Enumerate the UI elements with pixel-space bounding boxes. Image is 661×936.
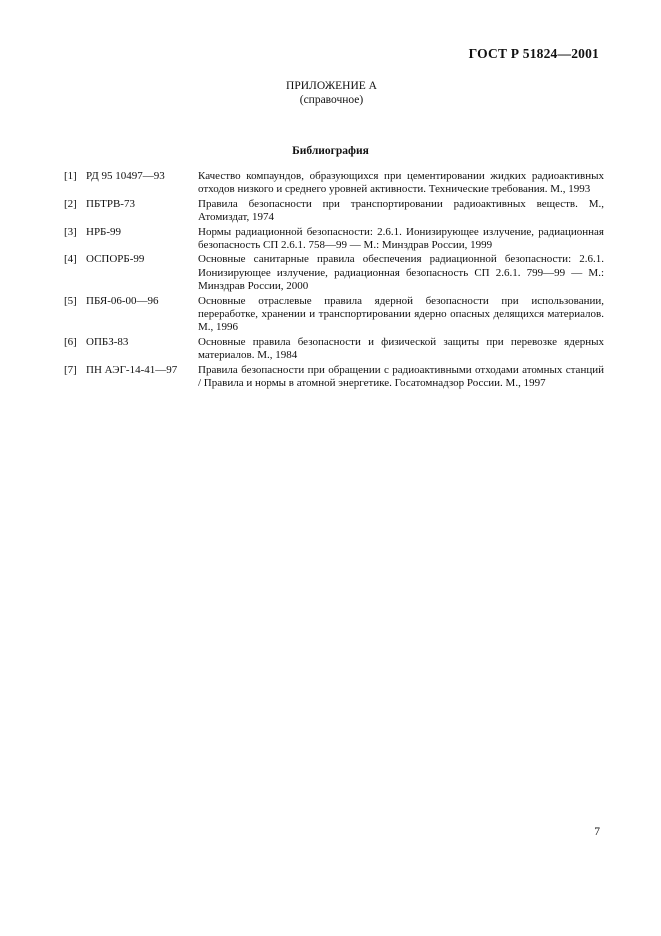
entry-code: ОСПОРБ-99 [86,253,145,266]
entry-number: [3] [64,225,77,238]
entry-number: [1] [64,170,77,182]
bibliography-entry [64,170,604,197]
bibliography-entry [64,336,604,363]
entry-code: ПБЯ-06-00—96 [86,294,159,307]
bibliography-entry [64,198,604,225]
entry-number: [4] [64,253,77,266]
bibliography-entry [64,364,604,391]
entry-text: Основные отраслевые правила ядерной безопасности при использовании, переработке, хранении и транспортировании ядерно опасных делящихся материалов. М., 1996 [198,294,604,334]
entry-number: [7] [64,363,77,376]
bibliography-entry [64,226,604,253]
bibliography-entry [64,253,604,293]
entry-code: ОПБЗ-83 [86,335,129,348]
entry-code: ПН АЭГ-14-41—97 [86,363,178,376]
appendix-heading [0,79,661,107]
entry-number: [5] [64,294,77,307]
appendix-subtitle: (справочное) [299,94,364,106]
bibliography-list [64,170,604,392]
entry-code: НРБ-99 [86,225,122,238]
entry-text: Правила безопасности при транспортировании радиоактивных веществ. М., Атомиздат, 1974 [198,197,604,224]
bibliography-title: Библиография [292,145,369,157]
entry-number: [2] [64,197,77,210]
entry-text: Правила безопасности при обращении с радиоактивными отходами атомных станций / Правила и нормы в атомной энергетике. Госатомнадзор России. М., 1997 [198,363,604,390]
entry-text: Основные правила безопасности и физической защиты при перевозке ядерных материалов. М., 1984 [198,335,604,362]
bibliography-entry [64,295,604,335]
entry-text: Качество компаундов, образующихся при цементировании жидких радиоактивных отходов низкого и среднего уровней активности. Технические требования. М., 1993 [198,170,604,196]
page-number: 7 [594,826,600,838]
entry-text: Основные санитарные правила обеспечения радиационной безопасности: 2.6.1. Ионизирующее излучение, радиационная безопасность СП 2.6.1. 799—99 — М.: Минздрав России, 2000 [198,253,604,293]
appendix-title: ПРИЛОЖЕНИЕ А [286,80,377,92]
entry-number: [6] [64,335,77,348]
standard-code: ГОСТ Р 51824—2001 [468,46,599,61]
entry-code: ПБТРВ-73 [86,197,135,210]
entry-code: РД 95 10497—93 [86,170,165,182]
entry-text: Нормы радиационной безопасности: 2.6.1. Ионизирующее излучение, радиационная безопасность СП 2.6.1. 758—99 — М.: Минздрав России, 1999 [198,225,604,252]
